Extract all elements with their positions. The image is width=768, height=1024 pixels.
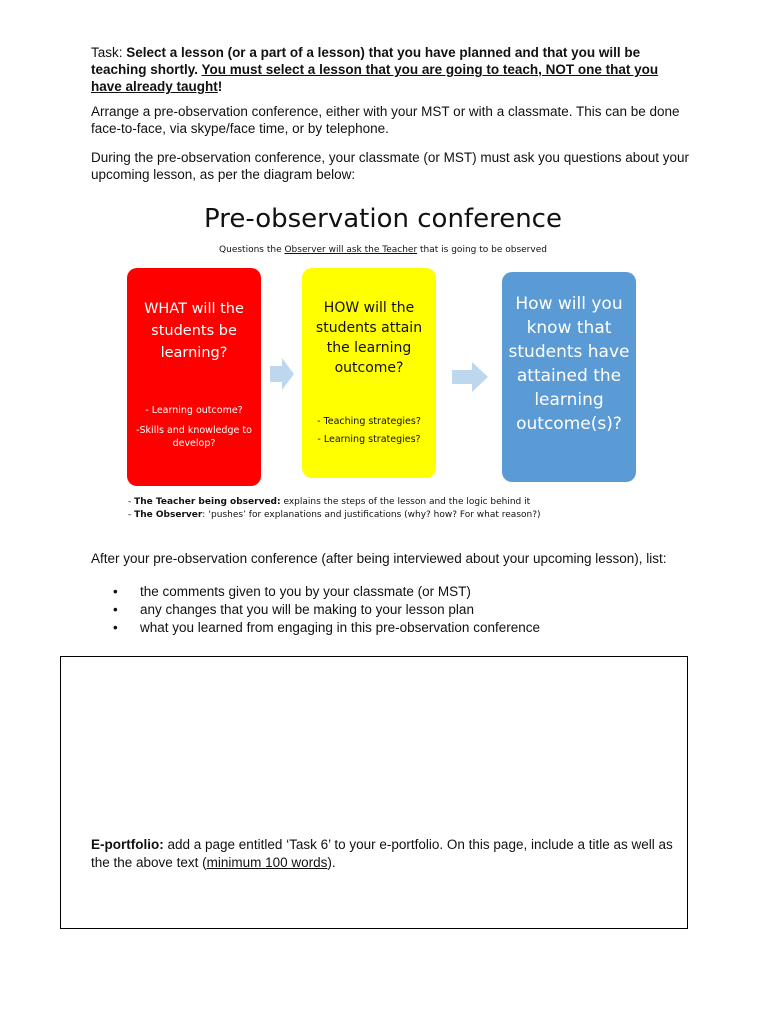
bullet-icon: • bbox=[113, 602, 118, 617]
how-question-1: - Teaching strategies? bbox=[317, 416, 421, 427]
answer-box[interactable] bbox=[60, 656, 688, 929]
how-box bbox=[302, 268, 436, 478]
eportfolio-instruction bbox=[91, 836, 676, 872]
bullet-icon: • bbox=[113, 584, 118, 599]
teacher-note-label: The Teacher being observed: bbox=[134, 497, 281, 507]
arrange-paragraph: Arrange a pre-observation conference, either with your MST or with a classmate. This can be done face-to-face, via skype/face time, or by telephone. bbox=[91, 104, 680, 136]
after-paragraph: After your pre-observation conference (after being interviewed about your upcoming lesson), list: bbox=[91, 551, 667, 566]
observer-note-prefix: - bbox=[128, 510, 135, 520]
bullet-icon: • bbox=[113, 620, 118, 635]
list-item-text: any changes that you will be making to your lesson plan bbox=[140, 602, 474, 617]
teacher-note bbox=[128, 497, 530, 508]
know-heading: How will you know that students have attained the learning outcome(s)? bbox=[508, 294, 630, 434]
subtitle-part1: Questions the bbox=[219, 245, 285, 255]
eportfolio-end: ). bbox=[327, 855, 336, 870]
observer-note bbox=[128, 510, 541, 521]
list-item-text: the comments given to you by your classmate (or MST) bbox=[140, 584, 471, 599]
task-paragraph bbox=[91, 44, 691, 95]
know-box bbox=[502, 272, 636, 482]
observer-note-text: : ‘pushes’ for explanations and justifications (why? how? For what reason?) bbox=[202, 510, 541, 520]
what-heading: WHAT will the students be learning? bbox=[144, 301, 244, 361]
eportfolio-text: add a page entitled ‘Task 6’ to your e-portfolio. On this page, include a title as well as the the above text ( bbox=[91, 837, 673, 870]
arrow-right-icon bbox=[452, 362, 488, 392]
how-heading: HOW will the students attain the learning outcome? bbox=[315, 300, 423, 376]
what-box bbox=[127, 268, 261, 486]
diagram-subtitle bbox=[118, 245, 648, 255]
list-item bbox=[113, 619, 540, 637]
task-label: Task: bbox=[91, 45, 127, 60]
how-question-2: - Learning strategies? bbox=[317, 434, 421, 445]
observer-note-label: The Observer bbox=[134, 510, 203, 520]
task-exclamation: ! bbox=[217, 79, 223, 94]
task-instruction: Select a lesson (or a part of a lesson) that you have planned and that you will be teaching shortly. bbox=[91, 45, 641, 77]
during-paragraph: During the pre-observation conference, your classmate (or MST) must ask you questions about your upcoming lesson, as per the diagram below: bbox=[91, 150, 690, 182]
reflection-list bbox=[113, 583, 540, 637]
eportfolio-minimum: minimum 100 words bbox=[206, 855, 328, 870]
what-question-1: - Learning outcome? bbox=[145, 405, 243, 416]
teacher-note-text: explains the steps of the lesson and the logic behind it bbox=[280, 497, 531, 507]
teacher-note-prefix: - bbox=[128, 497, 135, 507]
diagram-title: Pre-observation conference bbox=[204, 204, 562, 234]
what-question-2: -Skills and knowledge to develop? bbox=[136, 425, 252, 449]
subtitle-observer: Observer will ask the Teacher bbox=[284, 245, 418, 255]
subtitle-part2: that is going to be observed bbox=[417, 245, 547, 255]
eportfolio-label: E-portfolio: bbox=[91, 837, 164, 852]
list-item-text: what you learned from engaging in this pre-observation conference bbox=[140, 620, 540, 635]
pre-observation-diagram bbox=[118, 200, 648, 530]
task-warning: You must select a lesson that you are going to teach, NOT one that you have already taught bbox=[91, 62, 659, 94]
list-item bbox=[113, 601, 540, 619]
list-item bbox=[113, 583, 540, 601]
arrow-right-icon bbox=[270, 358, 294, 390]
